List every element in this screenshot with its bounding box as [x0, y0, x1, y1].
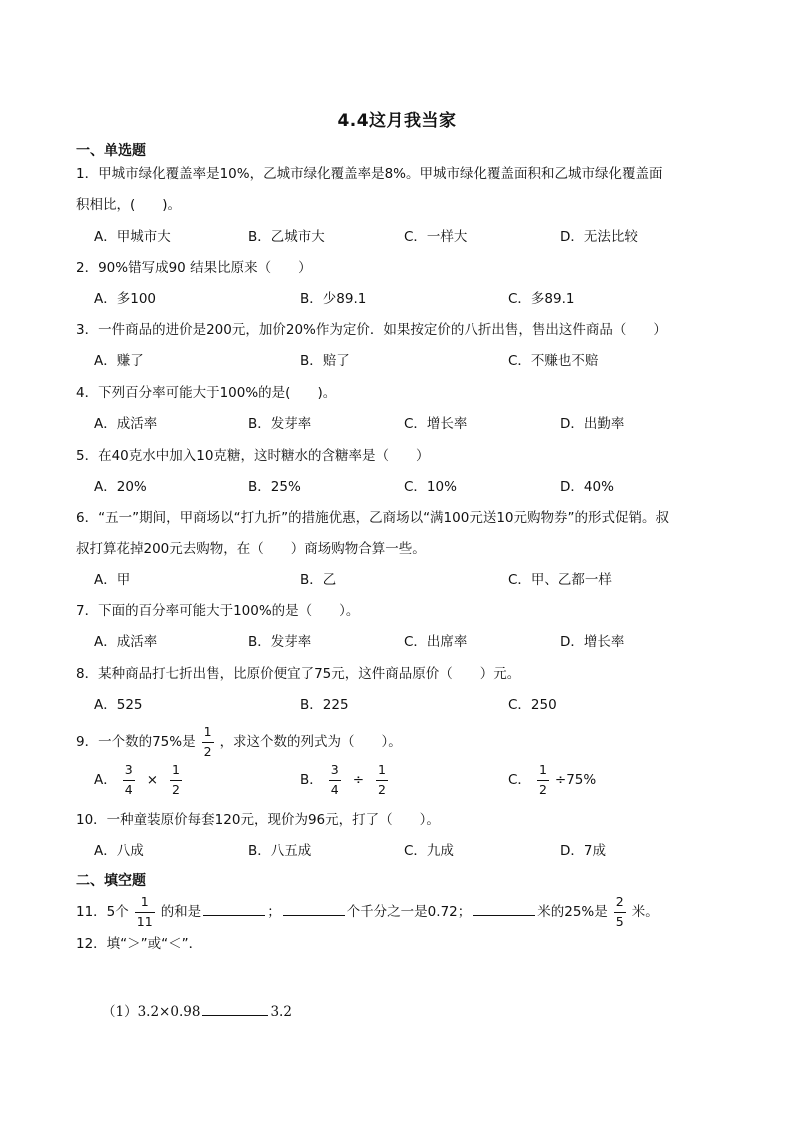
sub1-text-post: 3.2 [270, 1004, 292, 1020]
q12-subquestion-1 [102, 1000, 292, 1020]
denominator: 2 [203, 743, 212, 759]
question-12: 12．填“＞”或“＜”． [76, 936, 203, 952]
fraction [376, 764, 388, 796]
q3-option-a[interactable]: A．赚了 [94, 353, 144, 369]
denominator: 4 [124, 781, 133, 797]
fraction [170, 764, 182, 796]
q3-option-c[interactable]: C．不赚也不赔 [508, 353, 599, 369]
answer-blank-q12-1[interactable] [202, 1001, 268, 1016]
q7-option-b[interactable]: B．发芽率 [248, 634, 312, 650]
question-9 [76, 726, 402, 758]
q5-option-c[interactable]: C．10% [404, 479, 457, 495]
denominator: 11 [136, 913, 153, 929]
denominator: 2 [172, 781, 180, 797]
q9-option-c[interactable] [508, 764, 596, 796]
numerator: 3 [123, 764, 135, 781]
q1-option-a[interactable]: A．甲城市大 [94, 229, 171, 245]
option-label: A． [94, 772, 117, 788]
denominator: 2 [378, 781, 386, 797]
question-5: 5．在40克水中加入10克糖，这时糖水的含糖率是（ ） [76, 448, 430, 464]
question-6-line-2: 叔打算花掉200元去购物，在（ ）商场购物合算一些。 [76, 541, 426, 557]
q4-option-d[interactable]: D．出勤率 [560, 416, 625, 432]
q1-option-c[interactable]: C．一样大 [404, 229, 468, 245]
q9-option-b[interactable] [300, 764, 394, 796]
answer-blank-1[interactable] [203, 901, 265, 916]
q11-text-pre: 11．5个 [76, 904, 129, 920]
q11-fraction-1 [135, 896, 155, 928]
operator: ÷ [352, 772, 365, 788]
question-11 [76, 896, 659, 928]
question-7: 7．下面的百分率可能大于100%的是（ ）。 [76, 603, 360, 619]
q10-option-c[interactable]: C．九成 [404, 843, 454, 859]
question-1-line-1: 1．甲城市绿化覆盖率是10%，乙城市绿化覆盖率是8%。甲城市绿化覆盖面积和乙城市绿化覆盖面 [76, 166, 663, 182]
answer-blank-2[interactable] [283, 901, 345, 916]
q8-option-a[interactable]: A．525 [94, 697, 143, 713]
q9-text-pre: 9．一个数的75%是 [76, 734, 196, 750]
fraction [123, 764, 135, 796]
q9-text-post: ，求这个数的列式为（ ）。 [219, 734, 402, 750]
q7-option-a[interactable]: A．成活率 [94, 634, 158, 650]
q5-option-d[interactable]: D．40% [560, 479, 614, 495]
q4-option-a[interactable]: A．成活率 [94, 416, 158, 432]
denominator: 4 [330, 781, 339, 797]
q7-option-c[interactable]: C．出席率 [404, 634, 468, 650]
question-8: 8．某种商品打七折出售，比原价便宜了75元，这件商品原价（ ）元。 [76, 666, 521, 682]
numerator: 1 [135, 896, 155, 913]
q6-option-b[interactable]: B．乙 [300, 572, 337, 588]
q11-text-4: 米的25%是 [537, 904, 608, 920]
q3-option-b[interactable]: B．赔了 [300, 353, 350, 369]
q2-option-c[interactable]: C．多89.1 [508, 291, 575, 307]
q11-fraction-2 [614, 896, 626, 928]
q8-option-c[interactable]: C．250 [508, 697, 557, 713]
q4-option-b[interactable]: B．发芽率 [248, 416, 312, 432]
question-4: 4．下列百分率可能大于100%的是( )。 [76, 385, 337, 401]
q5-option-b[interactable]: B．25% [248, 479, 301, 495]
numerator: 1 [537, 764, 549, 781]
q10-option-d[interactable]: D．7成 [560, 843, 606, 859]
q6-option-c[interactable]: C．甲、乙都一样 [508, 572, 612, 588]
q11-text-2: ； [267, 904, 281, 920]
numerator: 1 [376, 764, 388, 781]
q2-option-a[interactable]: A．多100 [94, 291, 157, 307]
option-label: B． [300, 772, 323, 788]
section-heading-fill-in: 二、填空题 [76, 873, 146, 889]
question-6-line-1: 6．“五一”期间，甲商场以“打九折”的措施优惠，乙商场以“满100元送10元购物券”的形式促销。叔 [76, 510, 669, 526]
q11-text-5: 米。 [631, 904, 659, 920]
operator: × [146, 772, 159, 788]
q10-option-a[interactable]: A．八成 [94, 843, 144, 859]
q4-option-c[interactable]: C．增长率 [404, 416, 468, 432]
q6-option-a[interactable]: A．甲 [94, 572, 131, 588]
page-title: 4.4这月我当家 [337, 111, 457, 131]
question-3: 3．一件商品的进价是200元，加价20%作为定价．如果按定价的八折出售，售出这件商品（ ） [76, 322, 667, 338]
option-label: C． [508, 772, 531, 788]
question-1-line-2: 积相比，( )。 [76, 197, 182, 213]
q5-option-a[interactable]: A．20% [94, 479, 147, 495]
fraction [537, 764, 549, 796]
q8-option-b[interactable]: B．225 [300, 697, 349, 713]
q1-option-b[interactable]: B．乙城市大 [248, 229, 325, 245]
option-rest: ÷75% [554, 772, 597, 788]
q9-option-a[interactable] [94, 764, 188, 796]
numerator: 1 [170, 764, 182, 781]
q9-fraction [202, 726, 214, 758]
q1-option-d[interactable]: D．无法比较 [560, 229, 638, 245]
q7-option-d[interactable]: D．增长率 [560, 634, 625, 650]
sub1-text-pre: （1）3.2×0.98 [102, 1004, 201, 1020]
denominator: 5 [615, 913, 624, 929]
q11-text-1: 的和是 [160, 904, 202, 920]
denominator: 2 [538, 781, 547, 797]
q11-text-3: 个千分之一是0.72； [346, 904, 472, 920]
fraction [329, 764, 341, 796]
q10-option-b[interactable]: B．八五成 [248, 843, 312, 859]
answer-blank-3[interactable] [473, 901, 535, 916]
q2-option-b[interactable]: B．少89.1 [300, 291, 367, 307]
question-2: 2．90%错写成90 结果比原来（ ） [76, 260, 312, 276]
section-heading-single-choice: 一、单选题 [76, 143, 146, 159]
numerator: 3 [329, 764, 341, 781]
numerator: 2 [614, 896, 626, 913]
numerator: 1 [202, 726, 214, 743]
question-10: 10．一种童装原价每套120元，现价为96元，打了（ ）。 [76, 812, 440, 828]
